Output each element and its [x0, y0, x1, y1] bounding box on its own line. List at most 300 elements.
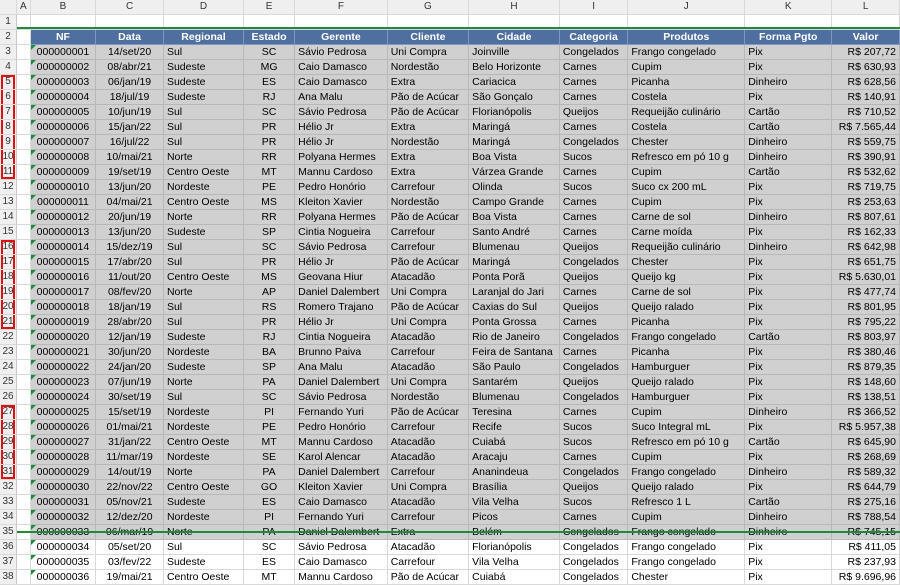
table-cell[interactable]: Florianópolis: [469, 540, 560, 555]
table-cell[interactable]: Campo Grande: [469, 195, 560, 210]
table-cell[interactable]: 000000013: [30, 225, 95, 240]
row-header[interactable]: 38: [0, 570, 17, 585]
cell-a[interactable]: [17, 180, 31, 195]
table-cell[interactable]: Dinheiro: [745, 510, 832, 525]
table-cell[interactable]: Vila Velha: [469, 495, 560, 510]
table-cell[interactable]: 000000014: [30, 240, 95, 255]
table-cell[interactable]: Sul: [163, 390, 243, 405]
table-cell[interactable]: Congelados: [559, 45, 628, 60]
table-header-cell[interactable]: Forma Pgto: [745, 30, 832, 45]
table-cell[interactable]: Carnes: [559, 450, 628, 465]
table-cell[interactable]: SC: [243, 390, 294, 405]
table-cell[interactable]: Laranjal do Jari: [469, 285, 560, 300]
table-cell[interactable]: Sudeste: [163, 330, 243, 345]
table-cell[interactable]: Uni Compra: [387, 480, 468, 495]
table-cell[interactable]: R$ 559,75: [832, 135, 900, 150]
row-header[interactable]: 18: [0, 270, 17, 285]
table-cell[interactable]: R$ 710,52: [832, 105, 900, 120]
table-cell[interactable]: Refresco 1 L: [628, 495, 745, 510]
table-cell[interactable]: R$ 628,56: [832, 75, 900, 90]
table-cell[interactable]: 13/jun/20: [96, 225, 164, 240]
table-cell[interactable]: Blumenau: [469, 240, 560, 255]
table-cell[interactable]: Carnes: [559, 315, 628, 330]
table-cell[interactable]: Boa Vista: [469, 210, 560, 225]
table-cell[interactable]: Pão de Acúcar: [387, 210, 468, 225]
table-cell[interactable]: Nordeste: [163, 405, 243, 420]
table-cell[interactable]: Daniel Dalembert: [295, 285, 388, 300]
table-cell[interactable]: Sucos: [559, 180, 628, 195]
table-cell[interactable]: Pix: [745, 60, 832, 75]
table-cell[interactable]: R$ 795,22: [832, 315, 900, 330]
table-cell[interactable]: Dinheiro: [745, 465, 832, 480]
table-cell[interactable]: Pão de Acúcar: [387, 90, 468, 105]
table-cell[interactable]: Picos: [469, 510, 560, 525]
row-header[interactable]: 3: [0, 45, 17, 60]
table-cell[interactable]: BA: [243, 345, 294, 360]
column-header-j[interactable]: J: [628, 0, 745, 15]
table-cell[interactable]: Pix: [745, 225, 832, 240]
table-cell[interactable]: Extra: [387, 75, 468, 90]
table-cell[interactable]: Pão de Acúcar: [387, 105, 468, 120]
table-cell[interactable]: 000000007: [30, 135, 95, 150]
row-header[interactable]: 12: [0, 180, 17, 195]
table-cell[interactable]: Carrefour: [387, 510, 468, 525]
table-cell[interactable]: ES: [243, 555, 294, 570]
table-cell[interactable]: Chester: [628, 570, 745, 585]
row-header[interactable]: 20: [0, 300, 17, 315]
cell-a[interactable]: [17, 465, 31, 480]
table-cell[interactable]: 28/abr/20: [96, 315, 164, 330]
table-cell[interactable]: R$ 237,93: [832, 555, 900, 570]
table-cell[interactable]: 30/jun/20: [96, 345, 164, 360]
table-cell[interactable]: Frango congelado: [628, 465, 745, 480]
table-cell[interactable]: Suco Integral mL: [628, 420, 745, 435]
table-cell[interactable]: Sávio Pedrosa: [295, 45, 388, 60]
table-cell[interactable]: Chester: [628, 135, 745, 150]
table-cell[interactable]: 000000032: [30, 510, 95, 525]
table-cell[interactable]: 000000031: [30, 495, 95, 510]
table-cell[interactable]: 03/fev/22: [96, 555, 164, 570]
table-cell[interactable]: 16/jul/22: [96, 135, 164, 150]
table-cell[interactable]: AP: [243, 285, 294, 300]
table-cell[interactable]: R$ 7.565,44: [832, 120, 900, 135]
table-cell[interactable]: Maringá: [469, 255, 560, 270]
table-cell[interactable]: PI: [243, 405, 294, 420]
table-cell[interactable]: PA: [243, 525, 294, 540]
table-cell[interactable]: Caio Damasco: [295, 60, 388, 75]
row-header[interactable]: 14: [0, 210, 17, 225]
row-header[interactable]: 9: [0, 135, 17, 150]
table-cell[interactable]: Geovana Hiur: [295, 270, 388, 285]
table-cell[interactable]: São Paulo: [469, 360, 560, 375]
table-cell[interactable]: Queijo ralado: [628, 480, 745, 495]
table-cell[interactable]: R$ 788,54: [832, 510, 900, 525]
table-cell[interactable]: Cariacica: [469, 75, 560, 90]
table-cell[interactable]: Atacadão: [387, 495, 468, 510]
row-header[interactable]: 23: [0, 345, 17, 360]
table-cell[interactable]: Sávio Pedrosa: [295, 105, 388, 120]
table-cell[interactable]: Uni Compra: [387, 375, 468, 390]
table-cell[interactable]: Pix: [745, 285, 832, 300]
table-cell[interactable]: Carnes: [559, 285, 628, 300]
table-cell[interactable]: SE: [243, 450, 294, 465]
table-cell[interactable]: GO: [243, 480, 294, 495]
table-cell[interactable]: Maringá: [469, 135, 560, 150]
table-cell[interactable]: Hélio Jr: [295, 120, 388, 135]
table-cell[interactable]: SC: [243, 240, 294, 255]
cell-a[interactable]: [17, 120, 31, 135]
table-cell[interactable]: Aracaju: [469, 450, 560, 465]
table-cell[interactable]: Sudeste: [163, 225, 243, 240]
table-cell[interactable]: Sávio Pedrosa: [295, 390, 388, 405]
table-cell[interactable]: 000000020: [30, 330, 95, 345]
table-cell[interactable]: Rio de Janeiro: [469, 330, 560, 345]
table-cell[interactable]: Caio Damasco: [295, 495, 388, 510]
table-cell[interactable]: Carnes: [559, 195, 628, 210]
table-cell[interactable]: Cupim: [628, 60, 745, 75]
table-cell[interactable]: R$ 162,33: [832, 225, 900, 240]
table-cell[interactable]: 000000030: [30, 480, 95, 495]
table-cell[interactable]: PR: [243, 135, 294, 150]
table-cell[interactable]: Joinville: [469, 45, 560, 60]
table-cell[interactable]: Teresina: [469, 405, 560, 420]
table-cell[interactable]: Norte: [163, 150, 243, 165]
table-cell[interactable]: Queijos: [559, 270, 628, 285]
table-cell[interactable]: 12/dez/20: [96, 510, 164, 525]
table-cell[interactable]: Sucos: [559, 495, 628, 510]
table-cell[interactable]: R$ 879,35: [832, 360, 900, 375]
table-cell[interactable]: Santo André: [469, 225, 560, 240]
table-cell[interactable]: 13/jun/20: [96, 180, 164, 195]
table-cell[interactable]: Queijo ralado: [628, 375, 745, 390]
table-cell[interactable]: Nordestão: [387, 135, 468, 150]
table-cell[interactable]: Olinda: [469, 180, 560, 195]
table-cell[interactable]: Hamburguer: [628, 390, 745, 405]
table-cell[interactable]: R$ 268,69: [832, 450, 900, 465]
table-cell[interactable]: Sudeste: [163, 90, 243, 105]
table-cell[interactable]: Pão de Acúcar: [387, 255, 468, 270]
table-cell[interactable]: ES: [243, 495, 294, 510]
table-cell[interactable]: Refresco em pó 10 g: [628, 435, 745, 450]
table-cell[interactable]: Caio Damasco: [295, 555, 388, 570]
row-header[interactable]: 16: [0, 240, 17, 255]
table-cell[interactable]: Queijos: [559, 105, 628, 120]
table-cell[interactable]: R$ 366,52: [832, 405, 900, 420]
table-cell[interactable]: Frango congelado: [628, 525, 745, 540]
table-cell[interactable]: Hélio Jr: [295, 255, 388, 270]
table-cell[interactable]: MS: [243, 195, 294, 210]
table-cell[interactable]: Pix: [745, 315, 832, 330]
table-cell[interactable]: Frango congelado: [628, 555, 745, 570]
table-cell[interactable]: R$ 138,51: [832, 390, 900, 405]
table-cell[interactable]: Congelados: [559, 540, 628, 555]
table-cell[interactable]: Queijo ralado: [628, 300, 745, 315]
row-header[interactable]: 17: [0, 255, 17, 270]
table-cell[interactable]: 000000025: [30, 405, 95, 420]
cell-a[interactable]: [17, 540, 31, 555]
row-header[interactable]: 37: [0, 555, 17, 570]
table-cell[interactable]: Extra: [387, 525, 468, 540]
table-cell[interactable]: R$ 801,95: [832, 300, 900, 315]
table-cell[interactable]: Sudeste: [163, 555, 243, 570]
table-cell[interactable]: Sucos: [559, 150, 628, 165]
table-cell[interactable]: Pix: [745, 390, 832, 405]
table-cell[interactable]: Sucos: [559, 420, 628, 435]
cell-a[interactable]: [17, 75, 31, 90]
table-cell[interactable]: Nordeste: [163, 510, 243, 525]
table-cell[interactable]: Costela: [628, 90, 745, 105]
table-cell[interactable]: 19/mai/21: [96, 570, 164, 585]
table-cell[interactable]: Pedro Honório: [295, 420, 388, 435]
table-cell[interactable]: 000000028: [30, 450, 95, 465]
cell-a[interactable]: [17, 195, 31, 210]
cell-a[interactable]: [17, 450, 31, 465]
table-cell[interactable]: 05/nov/21: [96, 495, 164, 510]
table-cell[interactable]: Ponta Grossa: [469, 315, 560, 330]
cell-a[interactable]: [17, 480, 31, 495]
table-cell[interactable]: MT: [243, 435, 294, 450]
table-cell[interactable]: Sul: [163, 135, 243, 150]
table-cell[interactable]: Dinheiro: [745, 150, 832, 165]
table-cell[interactable]: 000000029: [30, 465, 95, 480]
cell-a[interactable]: [17, 375, 31, 390]
table-cell[interactable]: Carrefour: [387, 420, 468, 435]
table-cell[interactable]: Carnes: [559, 510, 628, 525]
table-cell[interactable]: Vila Velha: [469, 555, 560, 570]
table-cell[interactable]: Santarém: [469, 375, 560, 390]
table-cell[interactable]: R$ 807,61: [832, 210, 900, 225]
table-cell[interactable]: Queijo kg: [628, 270, 745, 285]
table-cell[interactable]: 17/abr/20: [96, 255, 164, 270]
table-cell[interactable]: Congelados: [559, 360, 628, 375]
table-cell[interactable]: Requeijão culinário: [628, 240, 745, 255]
table-cell[interactable]: Pão de Acúcar: [387, 405, 468, 420]
table-cell[interactable]: Sul: [163, 300, 243, 315]
table-cell[interactable]: Refresco em pó 10 g: [628, 150, 745, 165]
table-cell[interactable]: Cartão: [745, 435, 832, 450]
table-cell[interactable]: Congelados: [559, 255, 628, 270]
cell-a[interactable]: [17, 315, 31, 330]
cell-a[interactable]: [17, 435, 31, 450]
table-cell[interactable]: PR: [243, 255, 294, 270]
table-cell[interactable]: PI: [243, 510, 294, 525]
cell-a[interactable]: [17, 285, 31, 300]
table-cell[interactable]: Extra: [387, 150, 468, 165]
table-cell[interactable]: Hélio Jr: [295, 135, 388, 150]
table-cell[interactable]: Brasília: [469, 480, 560, 495]
table-cell[interactable]: MT: [243, 165, 294, 180]
column-header-i[interactable]: I: [559, 0, 628, 15]
table-cell[interactable]: Costela: [628, 120, 745, 135]
table-cell[interactable]: Carnes: [559, 90, 628, 105]
table-cell[interactable]: Pix: [745, 480, 832, 495]
table-cell[interactable]: Sudeste: [163, 360, 243, 375]
table-cell[interactable]: Kleiton Xavier: [295, 195, 388, 210]
table-cell[interactable]: Carrefour: [387, 240, 468, 255]
table-cell[interactable]: Atacadão: [387, 330, 468, 345]
table-cell[interactable]: Caxias do Sul: [469, 300, 560, 315]
table-cell[interactable]: Sucos: [559, 435, 628, 450]
table-cell[interactable]: Cupim: [628, 450, 745, 465]
table-cell[interactable]: Nordeste: [163, 345, 243, 360]
table-header-cell[interactable]: Data: [96, 30, 164, 45]
column-header-h[interactable]: H: [469, 0, 560, 15]
table-cell[interactable]: 20/jun/19: [96, 210, 164, 225]
row-header[interactable]: 26: [0, 390, 17, 405]
table-cell[interactable]: 000000003: [30, 75, 95, 90]
table-cell[interactable]: Belo Horizonte: [469, 60, 560, 75]
table-cell[interactable]: Atacadão: [387, 270, 468, 285]
table-cell[interactable]: Uni Compra: [387, 45, 468, 60]
table-cell[interactable]: Boa Vista: [469, 150, 560, 165]
table-cell[interactable]: R$ 645,90: [832, 435, 900, 450]
cell-a[interactable]: [17, 30, 31, 45]
table-cell[interactable]: Congelados: [559, 525, 628, 540]
table-cell[interactable]: Cupim: [628, 510, 745, 525]
cell-a[interactable]: [17, 405, 31, 420]
table-cell[interactable]: Várzea Grande: [469, 165, 560, 180]
table-cell[interactable]: 30/set/19: [96, 390, 164, 405]
table-cell[interactable]: Dinheiro: [745, 405, 832, 420]
table-cell[interactable]: Centro Oeste: [163, 195, 243, 210]
table-cell[interactable]: Pix: [745, 570, 832, 585]
table-cell[interactable]: Carnes: [559, 60, 628, 75]
table-cell[interactable]: Sul: [163, 45, 243, 60]
table-cell[interactable]: 000000027: [30, 435, 95, 450]
row-header[interactable]: 8: [0, 120, 17, 135]
row-header[interactable]: 35: [0, 525, 17, 540]
table-cell[interactable]: 24/jan/20: [96, 360, 164, 375]
table-header-cell[interactable]: Cliente: [387, 30, 468, 45]
table-cell[interactable]: Cupim: [628, 165, 745, 180]
table-cell[interactable]: 05/set/20: [96, 540, 164, 555]
table-cell[interactable]: Suco cx 200 mL: [628, 180, 745, 195]
table-cell[interactable]: 000000015: [30, 255, 95, 270]
table-cell[interactable]: Cuiabá: [469, 435, 560, 450]
table-cell[interactable]: 000000002: [30, 60, 95, 75]
table-cell[interactable]: 000000019: [30, 315, 95, 330]
table-cell[interactable]: Sul: [163, 105, 243, 120]
table-cell[interactable]: Belém: [469, 525, 560, 540]
table-cell[interactable]: R$ 477,74: [832, 285, 900, 300]
table-cell[interactable]: 08/abr/21: [96, 60, 164, 75]
table-header-cell[interactable]: Cidade: [469, 30, 560, 45]
table-cell[interactable]: Cuiabá: [469, 570, 560, 585]
row-header[interactable]: 21: [0, 315, 17, 330]
row-header[interactable]: 30: [0, 450, 17, 465]
table-cell[interactable]: 000000034: [30, 540, 95, 555]
table-cell[interactable]: Carnes: [559, 345, 628, 360]
table-cell[interactable]: Florianópolis: [469, 105, 560, 120]
row-header[interactable]: 11: [0, 165, 17, 180]
table-cell[interactable]: Sávio Pedrosa: [295, 540, 388, 555]
table-cell[interactable]: Carrefour: [387, 555, 468, 570]
table-cell[interactable]: MS: [243, 270, 294, 285]
table-cell[interactable]: Uni Compra: [387, 315, 468, 330]
table-cell[interactable]: 10/mai/21: [96, 150, 164, 165]
table-cell[interactable]: RR: [243, 150, 294, 165]
table-cell[interactable]: 18/jan/19: [96, 300, 164, 315]
row-header[interactable]: 29: [0, 435, 17, 450]
row-header[interactable]: 25: [0, 375, 17, 390]
table-cell[interactable]: 000000018: [30, 300, 95, 315]
cell-a[interactable]: [17, 555, 31, 570]
table-cell[interactable]: Ana Malu: [295, 90, 388, 105]
row-header[interactable]: 36: [0, 540, 17, 555]
table-cell[interactable]: Congelados: [559, 555, 628, 570]
table-cell[interactable]: Nordeste: [163, 420, 243, 435]
table-cell[interactable]: RJ: [243, 90, 294, 105]
table-cell[interactable]: Chester: [628, 255, 745, 270]
table-cell[interactable]: 000000004: [30, 90, 95, 105]
table-cell[interactable]: Uni Compra: [387, 285, 468, 300]
table-cell[interactable]: R$ 803,97: [832, 330, 900, 345]
table-cell[interactable]: Ananindeua: [469, 465, 560, 480]
table-cell[interactable]: Daniel Dalembert: [295, 375, 388, 390]
table-cell[interactable]: 15/jan/22: [96, 120, 164, 135]
table-cell[interactable]: São Gonçalo: [469, 90, 560, 105]
table-cell[interactable]: 19/set/19: [96, 165, 164, 180]
table-cell[interactable]: Polyana Hermes: [295, 150, 388, 165]
table-header-cell[interactable]: Gerente: [295, 30, 388, 45]
table-cell[interactable]: Atacadão: [387, 360, 468, 375]
table-cell[interactable]: 04/mai/21: [96, 195, 164, 210]
table-cell[interactable]: Blumenau: [469, 390, 560, 405]
table-cell[interactable]: Cintia Nogueira: [295, 330, 388, 345]
table-header-cell[interactable]: Regional: [163, 30, 243, 45]
table-cell[interactable]: Pix: [745, 540, 832, 555]
column-header-a[interactable]: A: [17, 0, 31, 15]
table-cell[interactable]: SP: [243, 360, 294, 375]
cell-a[interactable]: [17, 300, 31, 315]
table-cell[interactable]: Dinheiro: [745, 210, 832, 225]
table-cell[interactable]: R$ 630,93: [832, 60, 900, 75]
table-cell[interactable]: Hamburguer: [628, 360, 745, 375]
table-cell[interactable]: SC: [243, 45, 294, 60]
table-cell[interactable]: Centro Oeste: [163, 570, 243, 585]
table-cell[interactable]: Carne de sol: [628, 285, 745, 300]
table-cell[interactable]: Centro Oeste: [163, 270, 243, 285]
cell-a[interactable]: [17, 570, 31, 585]
row-header[interactable]: 33: [0, 495, 17, 510]
table-cell[interactable]: Carnes: [559, 225, 628, 240]
table-cell[interactable]: R$ 380,46: [832, 345, 900, 360]
table-cell[interactable]: SC: [243, 540, 294, 555]
table-cell[interactable]: 000000010: [30, 180, 95, 195]
table-cell[interactable]: Picanha: [628, 345, 745, 360]
table-cell[interactable]: Sávio Pedrosa: [295, 240, 388, 255]
table-cell[interactable]: Cartão: [745, 165, 832, 180]
table-cell[interactable]: 000000023: [30, 375, 95, 390]
cell-a[interactable]: [17, 510, 31, 525]
table-cell[interactable]: 000000016: [30, 270, 95, 285]
table-cell[interactable]: Congelados: [559, 135, 628, 150]
table-cell[interactable]: Pix: [745, 255, 832, 270]
table-cell[interactable]: 22/nov/22: [96, 480, 164, 495]
cell-a[interactable]: [17, 210, 31, 225]
table-cell[interactable]: Norte: [163, 210, 243, 225]
cell-a[interactable]: [17, 270, 31, 285]
table-cell[interactable]: Pix: [745, 270, 832, 285]
table-cell[interactable]: Sul: [163, 240, 243, 255]
table-cell[interactable]: Carrefour: [387, 345, 468, 360]
table-cell[interactable]: Sul: [163, 315, 243, 330]
table-cell[interactable]: 000000033: [30, 525, 95, 540]
table-cell[interactable]: Carnes: [559, 210, 628, 225]
table-cell[interactable]: 000000005: [30, 105, 95, 120]
table-cell[interactable]: Centro Oeste: [163, 480, 243, 495]
table-header-cell[interactable]: Estado: [243, 30, 294, 45]
